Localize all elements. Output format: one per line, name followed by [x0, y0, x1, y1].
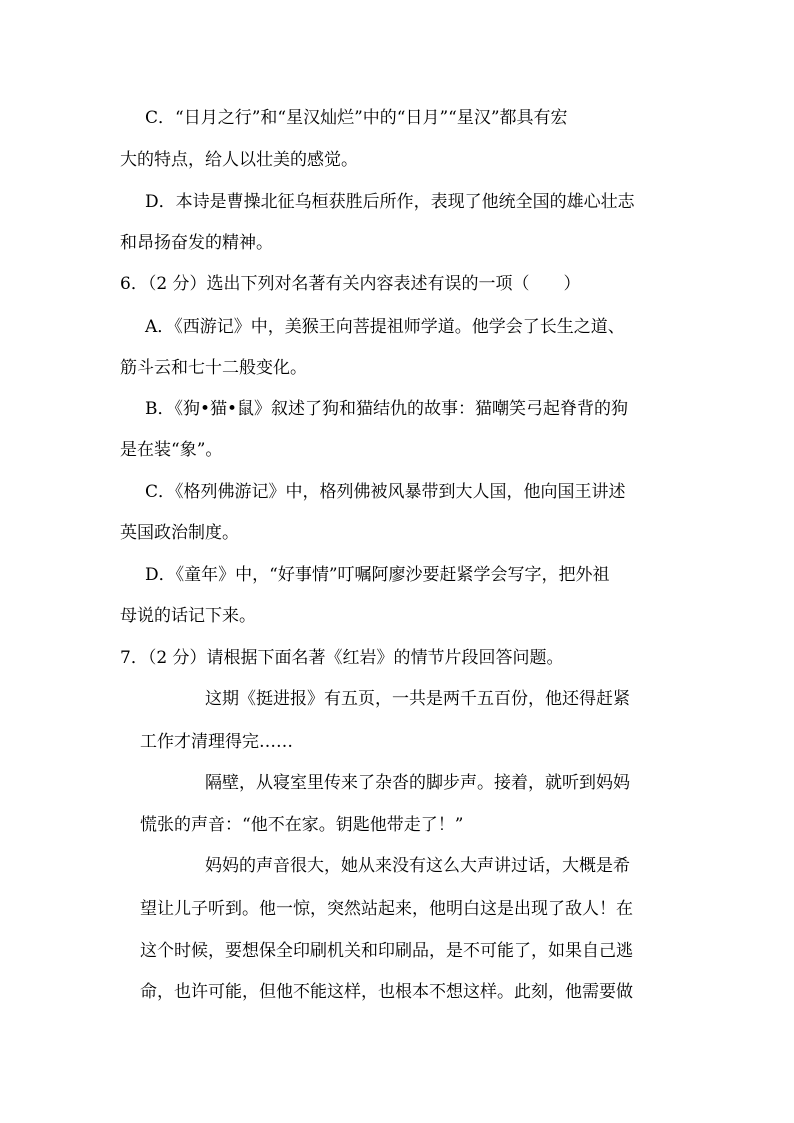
q5-option-d-line-1: D．本诗是曹操北征乌桓获胜后所作，表现了他统全国的雄心壮志 [145, 192, 635, 212]
q6-option-a-line-2: 筋斗云和七十二般变化。 [120, 358, 307, 378]
q5-option-c-line-2: 大的特点，给人以壮美的感觉。 [120, 150, 358, 170]
q5-option-d-line-2: 和昂扬奋发的精神。 [120, 233, 273, 253]
excerpt-paragraph-3-line-2: 望让儿子听到。他一惊，突然站起来，他明白这是出现了敌人！在 [140, 899, 633, 919]
q5-option-c-line-1: C．“日月之行”和“星汉灿烂”中的“日月”“星汉”都具有宏 [145, 108, 568, 128]
q6-option-c-line-1: C．《格列佛游记》中，格列佛被风暴带到大人国，他向国王讲述 [145, 482, 626, 502]
excerpt-paragraph-2-line-1: 隔壁，从寝室里传来了杂沓的脚步声。接着，就听到妈妈 [205, 773, 630, 793]
excerpt-paragraph-3-line-1: 妈妈的声音很大，她从来没有这么大声讲过话，大概是希 [205, 856, 630, 876]
excerpt-paragraph-3-line-4: 命，也许可能，但他不能这样，也根本不想这样。此刻，他需要做 [140, 982, 633, 1002]
q6-option-d-line-2: 母说的话记下来。 [120, 606, 256, 626]
excerpt-paragraph-1-line-2: 工作才清理得完…… [140, 732, 293, 752]
excerpt-paragraph-3-line-3: 这个时候，要想保全印刷机关和印刷品，是不可能了，如果自己逃 [140, 941, 633, 961]
q6-option-a-line-1: A．《西游记》中，美猴王向菩提祖师学道。他学会了长生之道、 [145, 317, 625, 337]
q6-option-b-line-2: 是在装“象”。 [120, 440, 223, 460]
q6-option-d-line-1: D．《童年》中，“好事情”叮嘱阿廖沙要赶紧学会写字，把外祖 [145, 565, 610, 585]
question-7-stem: 7．（2 分）请根据下面名著《红岩》的情节片段回答问题。 [120, 648, 564, 668]
question-6-stem: 6．（2 分）选出下列对名著有关内容表述有误的一项（ ） [120, 274, 581, 294]
excerpt-paragraph-2-line-2: 慌张的声音：“他不在家。钥匙他带走了！” [140, 815, 464, 835]
q6-option-c-line-2: 英国政治制度。 [120, 523, 239, 543]
excerpt-paragraph-1-line-1: 这期《挺进报》有五页，一共是两千五百份，他还得赶紧 [205, 689, 630, 709]
q6-option-b-line-1: B．《狗•猫•鼠》叙述了狗和猫结仇的故事：猫嘲笑弓起脊背的狗 [145, 399, 629, 419]
